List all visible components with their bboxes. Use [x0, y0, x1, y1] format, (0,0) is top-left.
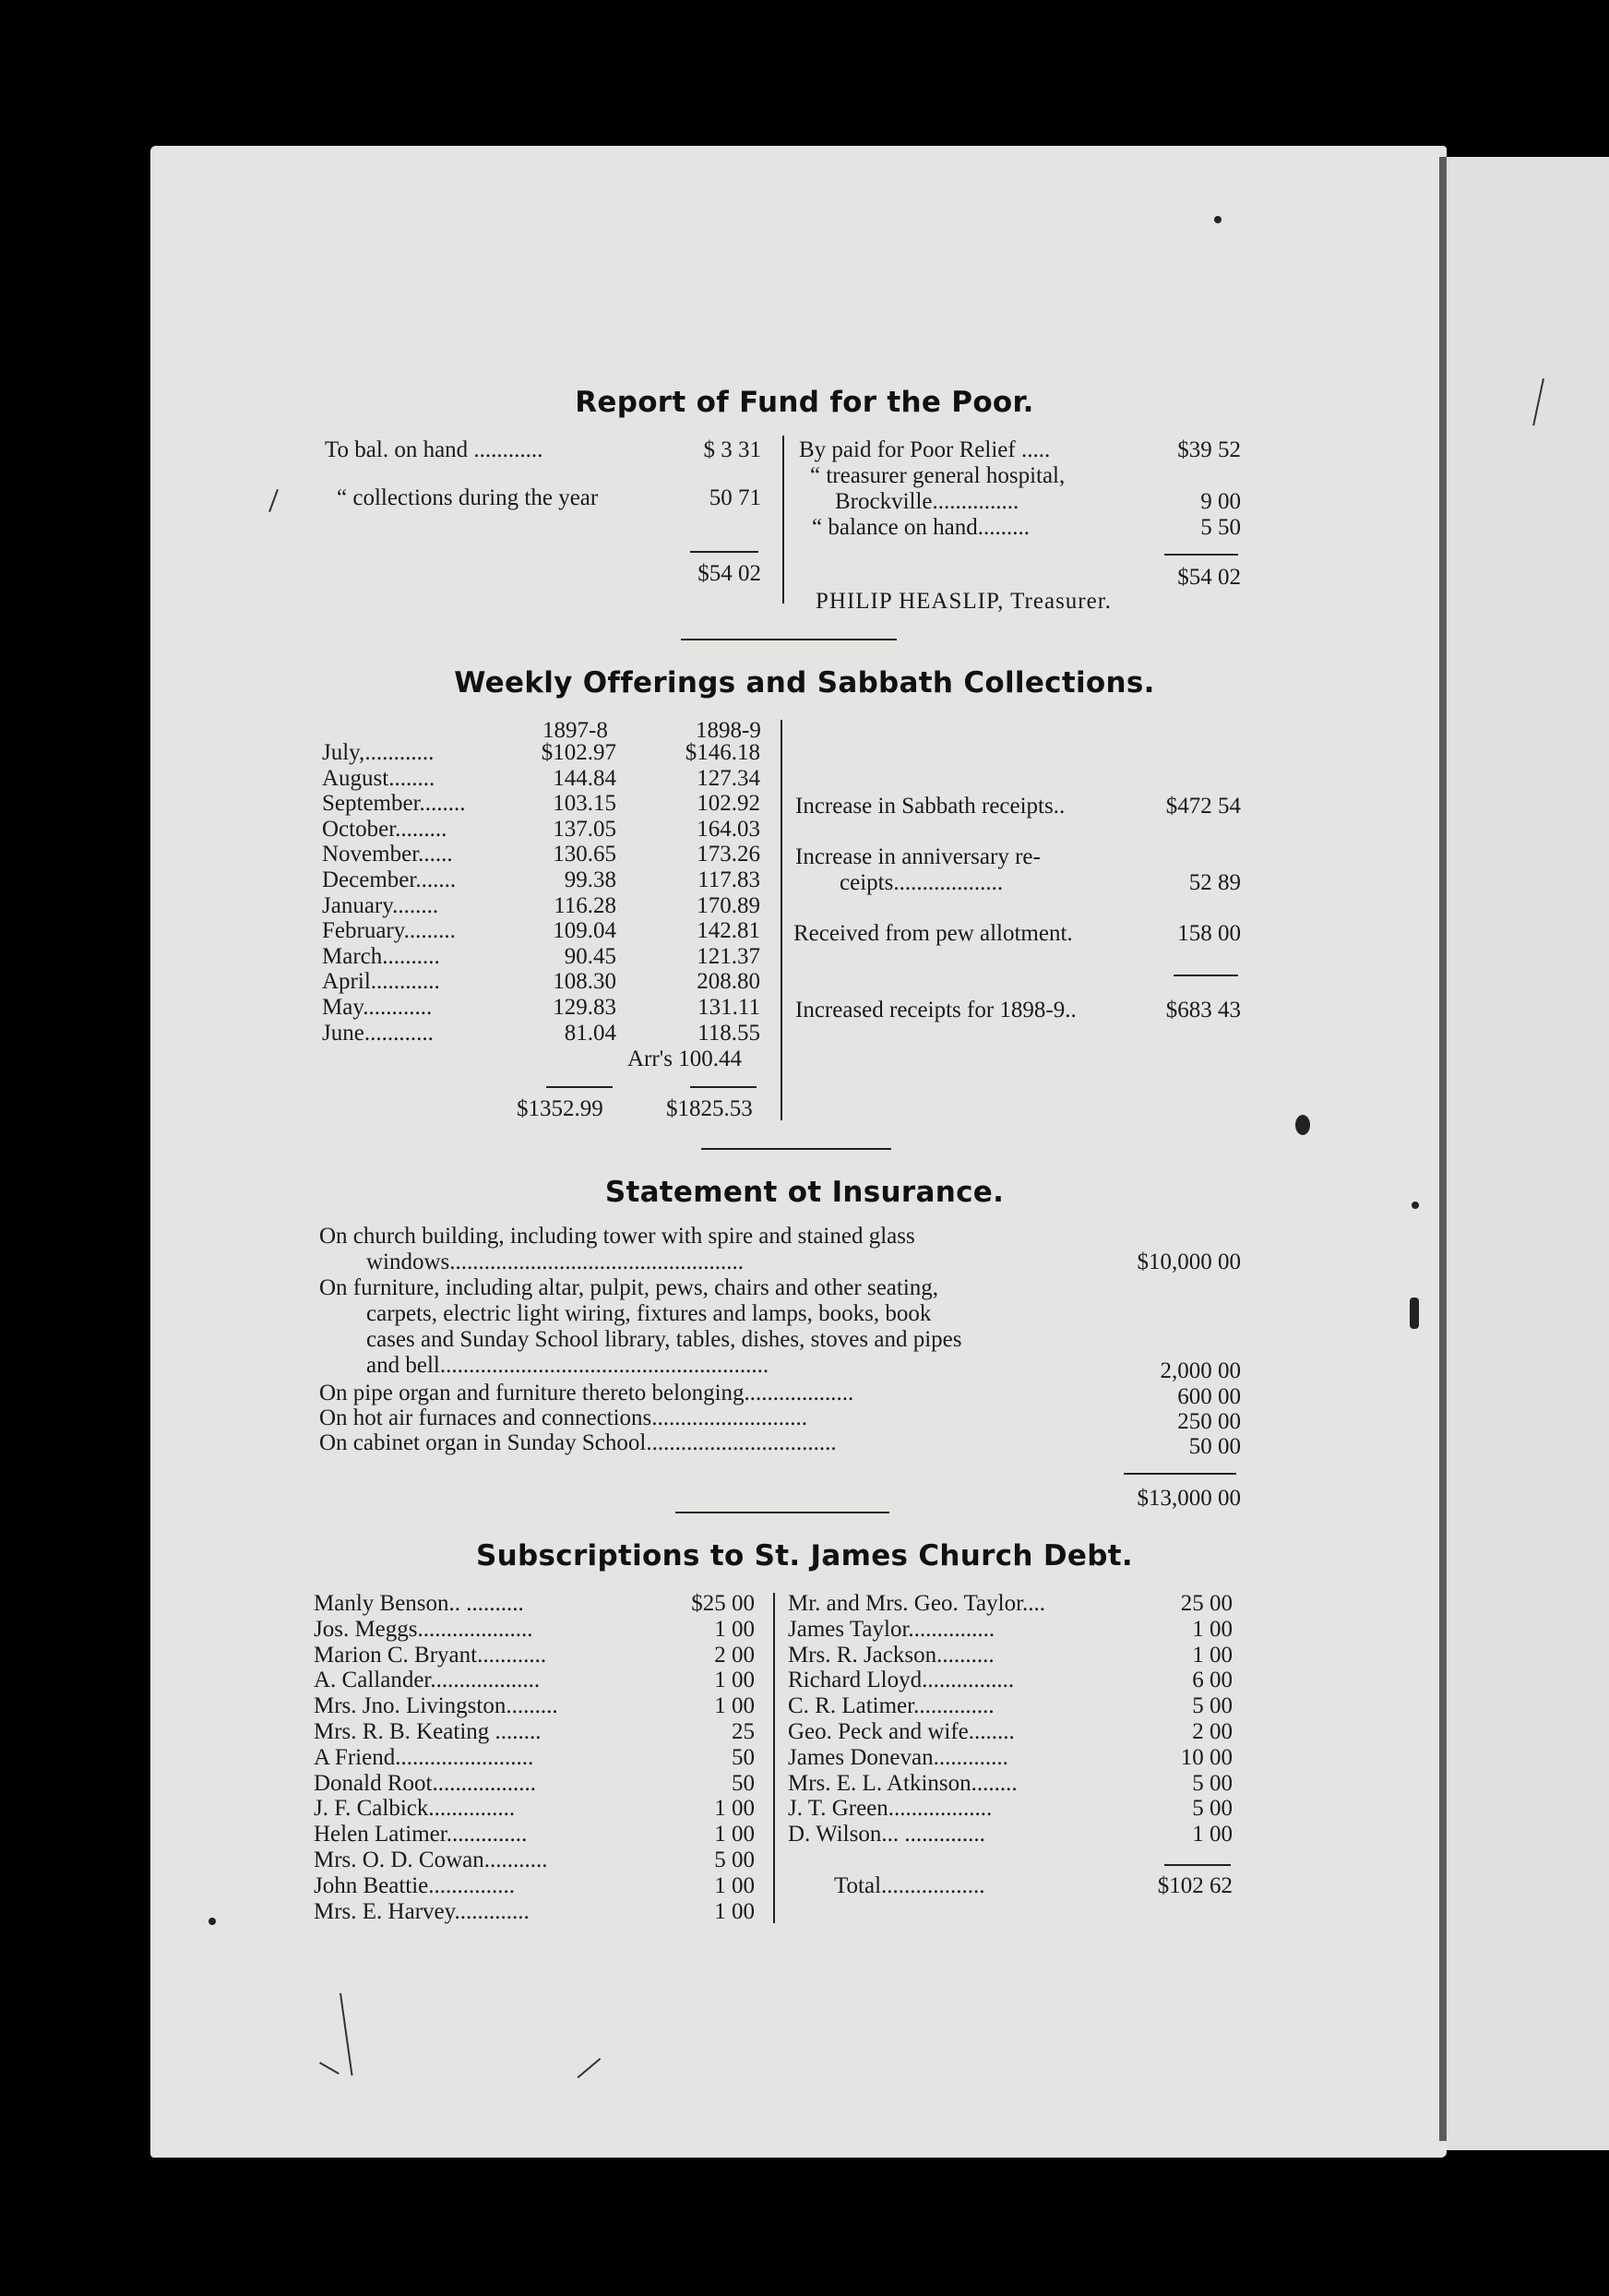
- increase-rule: [1174, 975, 1238, 976]
- value-1897: 108.30: [553, 969, 616, 995]
- value-1898: 102.92: [697, 791, 760, 817]
- col-header-1898: 1898-9: [696, 718, 761, 743]
- value-1897: 81.04: [564, 1020, 616, 1046]
- subscription-amount: 25 00: [1180, 1591, 1233, 1616]
- section-rule-3: [675, 1512, 889, 1513]
- poor-credit-total: $54 02: [1177, 565, 1241, 590]
- section-rule-2: [701, 1148, 891, 1150]
- pew-allotment-label: Received from pew allotment.: [793, 921, 1073, 946]
- subscriber-name: A. Callander...................: [314, 1668, 541, 1693]
- subscriber-name: J. F. Calbick...............: [314, 1796, 516, 1822]
- subscription-amount: 1 00: [714, 1898, 755, 1924]
- poor-debit-total: $54 02: [697, 561, 761, 586]
- poor-debit-2-amount: 50 71: [709, 485, 761, 510]
- poor-fund-title: Report of Fund for the Poor.: [575, 386, 1034, 419]
- value-1897: 116.28: [554, 892, 616, 918]
- insurance-title: Statement ot Insurance.: [604, 1176, 1005, 1209]
- treasurer-signature: PHILIP HEASLIP, Treasurer.: [816, 589, 1112, 614]
- subscriber-name: Manly Benson.. ..........: [314, 1591, 524, 1616]
- subscriptions-total-rule: [1164, 1864, 1231, 1866]
- insurance-line-1: On church building, including tower with spire and stained glass: [319, 1224, 915, 1249]
- subscription-amount: 1 00: [714, 1822, 755, 1848]
- section-rule-1: [681, 639, 897, 640]
- ink-blot: [1295, 1115, 1310, 1135]
- anniversary-label-1: Increase in anniversary re-: [795, 844, 1041, 869]
- poor-debit-rule: [690, 551, 758, 553]
- arrears-value: Arr's 100.44: [627, 1046, 742, 1071]
- subscriber-name: Donald Root..................: [314, 1770, 536, 1796]
- poor-debit-1: To bal. on hand ............: [325, 437, 543, 462]
- subscription-amount: 10 00: [1180, 1744, 1233, 1770]
- total-1897-rule: [546, 1086, 613, 1088]
- value-1897: 103.15: [553, 791, 616, 817]
- subscription-amount: 5 00: [714, 1848, 755, 1872]
- subscriber-name: Mrs. R. B. Keating ........: [314, 1719, 542, 1744]
- sabbath-increase-amount: $472 54: [1165, 794, 1241, 819]
- subscriber-name: John Beattie...............: [314, 1872, 516, 1898]
- subscriber-name: Helen Latimer..............: [314, 1822, 528, 1848]
- value-1898: 142.81: [697, 918, 760, 944]
- subscription-amount: 1 00: [714, 1693, 755, 1719]
- subscription-amount: 1 00: [714, 1668, 755, 1693]
- total-1898-rule: [690, 1086, 757, 1088]
- value-1898: 173.26: [697, 842, 760, 867]
- ink-mark: [1410, 1297, 1419, 1329]
- subscriber-name: Mrs. O. D. Cowan...........: [314, 1848, 548, 1872]
- month-label: October.........: [322, 816, 447, 842]
- subscription-amount: 1 00: [1192, 1616, 1233, 1642]
- offerings-title: Weekly Offerings and Sabbath Collections.: [454, 666, 1155, 700]
- insurance-line-3: On furniture, including altar, pulpit, pews, chairs and other seating,: [319, 1275, 939, 1300]
- subscriber-name: Geo. Peck and wife........: [788, 1719, 1015, 1744]
- subscriptions-total-amount: $102 62: [1157, 1873, 1233, 1898]
- poor-credit-4-amount: 5 50: [1200, 515, 1241, 540]
- increased-receipts-amount: $683 43: [1165, 998, 1241, 1022]
- value-1898: 127.34: [697, 765, 760, 791]
- subscriber-name: Mrs. R. Jackson..........: [788, 1642, 995, 1668]
- month-label: May............: [322, 995, 433, 1020]
- insurance-line-4: carpets, electric light wiring, fixtures and lamps, books, book: [366, 1301, 932, 1326]
- month-label: June............: [322, 1020, 434, 1046]
- ink-speck: [1214, 216, 1222, 223]
- subscriber-name: Mrs. E. L. Atkinson........: [788, 1770, 1018, 1796]
- subscription-amount: 1 00: [1192, 1642, 1233, 1668]
- anniversary-label-2: ceipts...................: [840, 870, 1004, 895]
- subscriber-name: D. Wilson... ..............: [788, 1822, 985, 1848]
- adjacent-page-edge: [1447, 157, 1609, 2150]
- value-1898: 118.55: [697, 1020, 760, 1046]
- value-1897: 109.04: [553, 918, 616, 944]
- insurance-item-label: On hot air furnaces and connections...........................: [319, 1405, 808, 1430]
- insurance-item-amount: 600 00: [1177, 1384, 1241, 1409]
- subscription-amount: 1 00: [714, 1872, 755, 1898]
- value-1897: 129.83: [553, 995, 616, 1020]
- subscriber-name: James Taylor...............: [788, 1616, 995, 1642]
- insurance-total-rule: [1124, 1473, 1236, 1475]
- insurance-item-label: On cabinet organ in Sunday School.................................: [319, 1430, 837, 1455]
- insurance-line-6: and bell.........................................................: [366, 1353, 769, 1378]
- subscriber-name: Mrs. Jno. Livingston.........: [314, 1693, 558, 1719]
- month-label: November......: [322, 842, 453, 867]
- subscription-amount: 50: [732, 1744, 755, 1770]
- total-1898: $1825.53: [666, 1096, 753, 1121]
- total-1897: $1352.99: [517, 1096, 603, 1121]
- offerings-divider: [781, 720, 782, 1120]
- subscription-amount: 5 00: [1192, 1693, 1233, 1719]
- subscriptions-divider: [773, 1593, 775, 1923]
- subscriber-name: J. T. Green..................: [788, 1796, 993, 1822]
- month-label: March..........: [322, 943, 440, 969]
- poor-credit-2: “ treasurer general hospital,: [810, 463, 1066, 488]
- poor-debit-1-amount: $ 3 31: [703, 437, 761, 462]
- poor-credit-1-amount: $39 52: [1177, 437, 1241, 462]
- month-label: April............: [322, 969, 440, 995]
- value-1898: 164.03: [697, 816, 760, 842]
- insurance-furniture-amount: 2,000 00: [1160, 1358, 1241, 1383]
- value-1898: 117.83: [697, 867, 760, 892]
- subscription-amount: 2 00: [1192, 1719, 1233, 1744]
- insurance-line-5: cases and Sunday School library, tables, dishes, stoves and pipes: [366, 1327, 962, 1352]
- poor-credit-3: Brockville...............: [835, 489, 1019, 514]
- value-1897: 137.05: [553, 816, 616, 842]
- col-header-1897: 1897-8: [542, 718, 608, 743]
- subscriber-name: A Friend........................: [314, 1744, 534, 1770]
- subscription-amount: 1 00: [1192, 1822, 1233, 1848]
- subscription-amount: 6 00: [1192, 1668, 1233, 1693]
- value-1898: 131.11: [697, 995, 760, 1020]
- month-label: February.........: [322, 918, 456, 944]
- insurance-item-amount: 250 00: [1177, 1409, 1241, 1434]
- subscription-amount: $25 00: [691, 1591, 755, 1616]
- subscription-amount: 50: [732, 1770, 755, 1796]
- value-1898: 170.89: [697, 892, 760, 918]
- subscription-amount: 2 00: [714, 1642, 755, 1668]
- poor-divider: [782, 436, 784, 604]
- subscription-amount: 1 00: [714, 1616, 755, 1642]
- value-1897: 99.38: [564, 867, 616, 892]
- month-label: January........: [322, 892, 439, 918]
- month-label: August........: [322, 765, 435, 791]
- subscriber-name: Marion C. Bryant............: [314, 1642, 547, 1668]
- insurance-total: $13,000 00: [1137, 1486, 1241, 1511]
- insurance-item-label: On pipe organ and furniture thereto belonging...................: [319, 1381, 854, 1405]
- month-label: September........: [322, 791, 466, 817]
- value-1897: 90.45: [564, 943, 616, 969]
- poor-credit-rule: [1164, 554, 1238, 556]
- poor-debit-2: “ collections during the year: [337, 485, 599, 510]
- poor-credit-4: “ balance on hand.........: [812, 515, 1031, 540]
- anniversary-amount: 52 89: [1188, 870, 1241, 895]
- subscription-amount: 5 00: [1192, 1796, 1233, 1822]
- value-1898: 121.37: [697, 943, 760, 969]
- subscriptions-total-label: Total..................: [834, 1873, 985, 1898]
- poor-credit-3-amount: 9 00: [1200, 489, 1241, 514]
- subscription-amount: 1 00: [714, 1796, 755, 1822]
- increased-receipts-label: Increased receipts for 1898-9..: [795, 998, 1077, 1022]
- month-label: July,............: [322, 740, 435, 765]
- insurance-building-amount: $10,000 00: [1137, 1250, 1241, 1274]
- pew-allotment-amount: 158 00: [1177, 921, 1241, 946]
- subscriber-name: C. R. Latimer..............: [788, 1693, 995, 1719]
- subscriber-name: Richard Lloyd................: [788, 1668, 1015, 1693]
- value-1897: $102.97: [541, 740, 616, 765]
- subscriber-name: Mrs. E. Harvey.............: [314, 1898, 530, 1924]
- value-1897: 130.65: [553, 842, 616, 867]
- subscriber-name: Mr. and Mrs. Geo. Taylor....: [788, 1591, 1046, 1616]
- subscriber-name: Jos. Meggs....................: [314, 1616, 533, 1642]
- subscription-amount: 25: [732, 1719, 755, 1744]
- ink-speck: [209, 1918, 216, 1925]
- insurance-line-2: windows...................................................: [366, 1250, 745, 1274]
- poor-credit-1: By paid for Poor Relief .....: [799, 437, 1051, 462]
- subscriber-name: James Donevan.............: [788, 1744, 1008, 1770]
- subscriptions-title: Subscriptions to St. James Church Debt.: [476, 1539, 1133, 1573]
- value-1897: 144.84: [553, 765, 616, 791]
- ink-speck: [1412, 1202, 1419, 1209]
- value-1898: $146.18: [685, 740, 760, 765]
- subscription-amount: 5 00: [1192, 1770, 1233, 1796]
- sabbath-increase-label: Increase in Sabbath receipts..: [795, 794, 1066, 819]
- insurance-item-amount: 50 00: [1188, 1434, 1241, 1459]
- month-label: December.......: [322, 867, 457, 892]
- value-1898: 208.80: [697, 969, 760, 995]
